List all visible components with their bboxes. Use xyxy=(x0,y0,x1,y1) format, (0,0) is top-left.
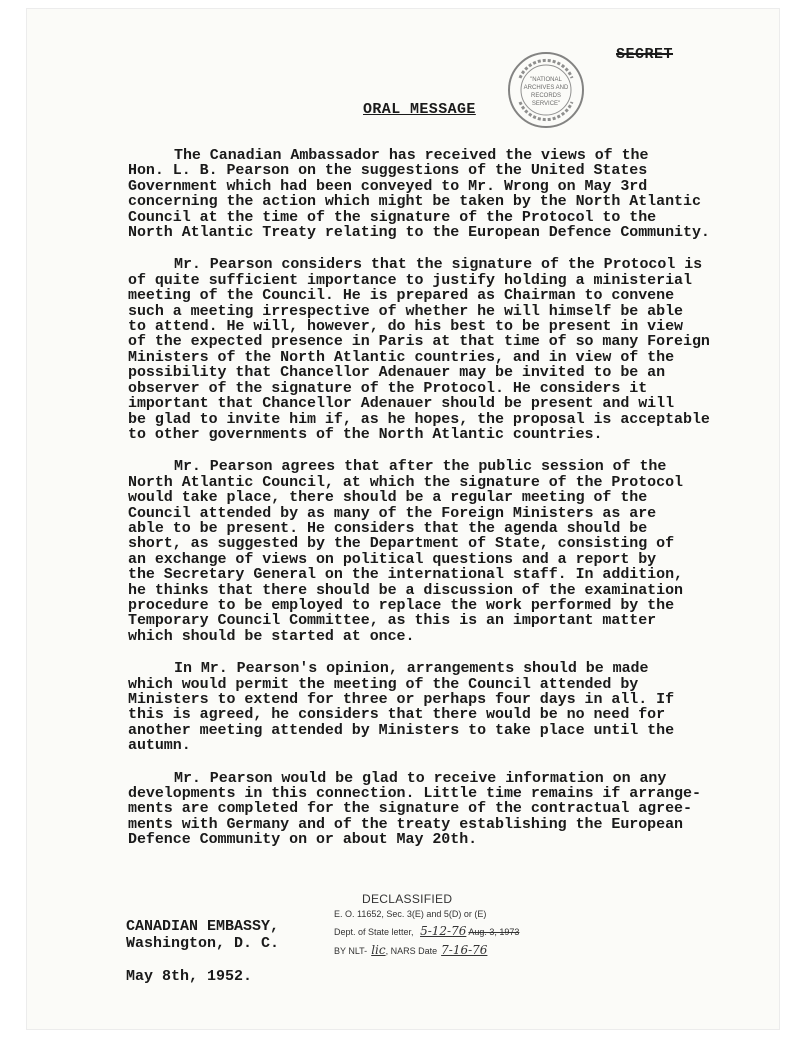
svg-text:SERVICE": SERVICE" xyxy=(531,101,561,107)
message-body xyxy=(128,148,768,865)
svg-text:ARCHIVES AND: ARCHIVES AND xyxy=(523,85,569,91)
svg-text:RECORDS: RECORDS xyxy=(530,93,562,99)
paragraph-3: Mr. Pearson agrees that after the public session of the North Atlantic Council, at which the signature of the Protocol would take place, there should be a regular meeting of the Council attended by as many of the Foreign Ministers as are able to be present. He considers that the agenda should be short, as suggested by the Department of State, consisting of an exchange of views on political questions and a report by the Secretary General on the international staff. In addition, he thinks that there should be a discussion of the examination procedure to be employed to replace the work performed by the Temporary Council Committee, as this is an important matter which should be started at once. xyxy=(128,458,683,645)
page-title: ORAL MESSAGE xyxy=(363,101,476,118)
signature-block xyxy=(126,918,279,952)
declass-authority: E. O. 11652, Sec. 3(E) and 5(D) or (E) xyxy=(334,909,487,919)
document-page xyxy=(26,8,780,1030)
declass-reviewer: BY NLT- lic, NARS Date 7-16-76 xyxy=(334,943,488,957)
paragraph-4: In Mr. Pearson's opinion, arrangements should be made which would permit the meeting of the Council attended by Ministers to extend for three or perhaps four days in all. If this is agreed, he considers that there would be no need for another meeting attended by Ministers to take place until the autumn. xyxy=(128,660,675,755)
classification-marking: SECRET xyxy=(616,46,674,63)
archives-stamp-icon xyxy=(506,50,586,130)
declass-letter: Dept. of State letter, 5-12-76 Aug. 3, 1973 xyxy=(334,924,520,938)
paragraph-2: Mr. Pearson considers that the signature of the Protocol is of quite sufficient importance to justify holding a ministerial meeting of the Council. He is prepared as Chairman to convene such a meeting irrespective of whether he will himself be able to attend. He will, however, do his best to be present in view of the expected presence in Paris at that time of so many Foreign Ministers of the North Atlantic countries, and in view of the possibility that Chancellor Adenauer may be invited to be an observer of the signature of the Protocol. He considers it important that Chancellor Adenauer should be present and will be glad to invite him if, as he hopes, the proposal is acceptable to other governments of the North Atlantic countries. xyxy=(128,256,710,443)
declassification-stamp xyxy=(334,892,544,962)
sender-location: Washington, D. C. xyxy=(126,935,280,952)
paragraph-1: The Canadian Ambassador has received the views of the Hon. L. B. Pearson on the suggestions of the United States Government which had been conveyed to Mr. Wrong on May 3rd concerning the action which might be taken by the North Atlantic Council at the time of the signature of the Protocol to the North Atlantic Treaty relating to the European Defence Community. xyxy=(128,147,710,242)
svg-text:"NATIONAL: "NATIONAL xyxy=(530,77,562,83)
declassified-heading: DECLASSIFIED xyxy=(362,892,453,906)
document-date: May 8th, 1952. xyxy=(126,968,253,985)
paragraph-5: Mr. Pearson would be glad to receive information on any developments in this connection. Little time remains if arrange- ments are completed for the signature of the contractual agree- ments with Germany and of the treaty establishing the European Defence Community on or about May 20th. xyxy=(128,769,701,849)
sender-name: CANADIAN EMBASSY, xyxy=(126,918,280,935)
